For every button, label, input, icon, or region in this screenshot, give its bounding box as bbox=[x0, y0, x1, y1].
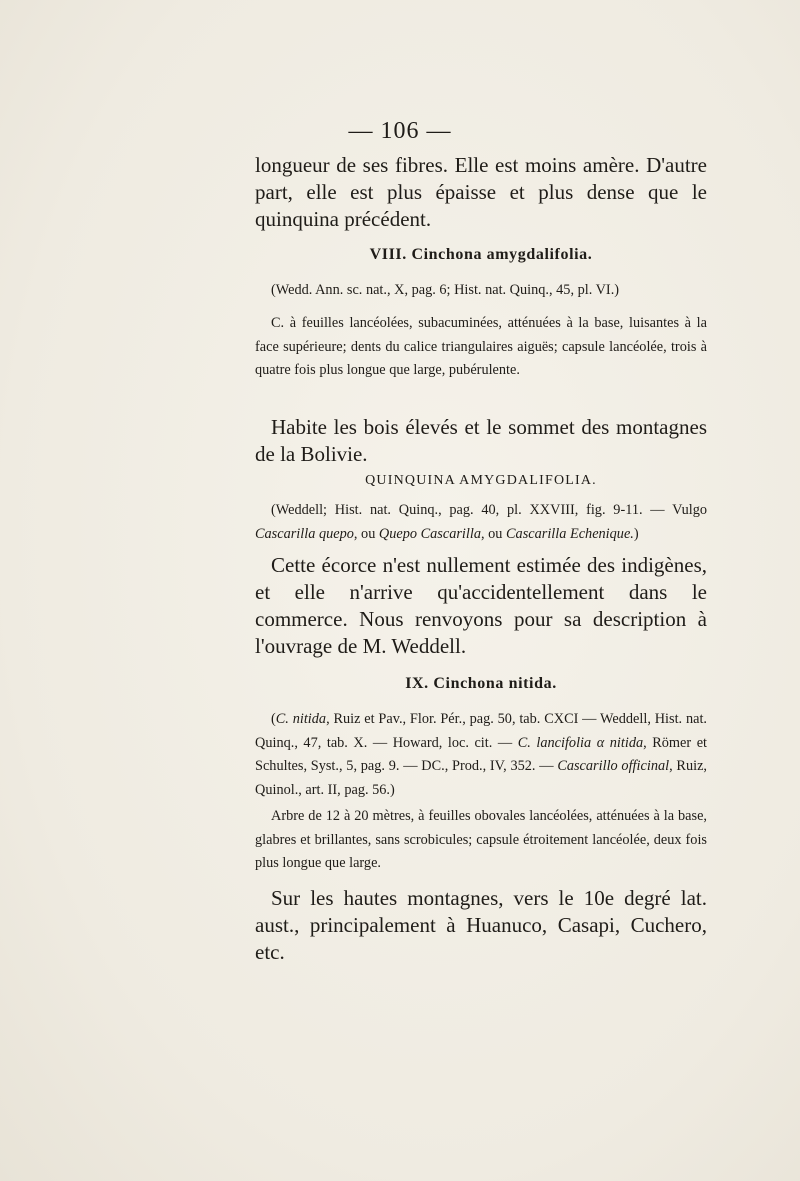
section-viii bbox=[255, 246, 707, 264]
quinquina-reference-part1: (Weddell; Hist. nat. Quinq., pag. 40, pl. XXVIII, fig. 9-11. — Vulgo bbox=[271, 502, 707, 518]
section-ix-habitat: Sur les hautes montagnes, vers le 10e degré lat. aust., principalement à Huanuco, Casapi, Cuchero, etc. bbox=[255, 886, 707, 964]
section-viii-habitat-block bbox=[255, 414, 707, 468]
ref-name-2: C. lancifolia α nitida bbox=[517, 734, 644, 751]
vulgo-name-2: Quepo Cascarilla bbox=[378, 525, 481, 542]
section-viii-habitat: Habite les bois élevés et le sommet des montagnes de la Bolivie. bbox=[255, 415, 707, 466]
section-viii-reference-block bbox=[255, 279, 707, 303]
quinquina-heading-block bbox=[255, 473, 707, 489]
ref-part-3: , Ruiz, Quinol., art. II, pag. 56.) bbox=[255, 758, 707, 798]
section-ix-description-block bbox=[255, 805, 707, 876]
section-ix-description: Arbre de 12 à 20 mètres, à feuilles obovales lancéolées, atténuées à la base, glabres et brillantes, sans scrobicules; capsule étroitement lancéolée, deux fois plus longue que large. bbox=[255, 808, 707, 871]
quinquina-reference bbox=[255, 499, 707, 546]
section-ix-reference-block bbox=[255, 708, 707, 802]
vulgo-sep-2: , ou bbox=[480, 525, 507, 542]
section-viii-reference: (Wedd. Ann. sc. nat., X, pag. 6; Hist. nat. Quinq., 45, pl. VI.) bbox=[271, 282, 620, 298]
quinquina-text-block bbox=[255, 552, 707, 660]
quinquina-reference-block bbox=[255, 499, 707, 546]
quinquina-reference-end: ) bbox=[633, 525, 639, 542]
section-ix bbox=[255, 675, 707, 693]
quinquina-heading: QUINQUINA AMYGDALIFOLIA. bbox=[365, 473, 597, 488]
vulgo-name-1: Cascarilla quepo bbox=[255, 525, 354, 542]
ref-part-1: , Ruiz et Pav., Flor. Pér., pag. 50, tab. CXCI — Weddell, Hist. nat. Quinq., 47, tab. X. — Howard, loc. cit. — bbox=[255, 711, 707, 751]
vulgo-name-3: Cascarilla Echenique. bbox=[506, 525, 634, 542]
vulgo-sep-1: , ou bbox=[353, 525, 379, 542]
ref-name-3: Cascarillo officinal bbox=[557, 758, 670, 774]
ref-name-1: C. nitida bbox=[275, 711, 327, 727]
section-viii-heading: VIII. Cinchona amygdalifolia. bbox=[369, 246, 593, 263]
section-viii-description-block bbox=[255, 312, 707, 383]
section-ix-heading: IX. Cinchona nitida. bbox=[405, 675, 557, 692]
intro-paragraph bbox=[255, 152, 707, 233]
intro-text: longueur de ses fibres. Elle est moins amère. D'autre part, elle est plus épaisse et plus dense que le quinquina précédent. bbox=[255, 153, 707, 231]
ref-part-2: , Römer et Schultes, Syst., 5, pag. 9. — DC., Prod., IV, 352. — bbox=[255, 734, 708, 774]
section-viii-description: C. à feuilles lancéolées, subacuminées, atténuées à la base, luisantes à la face supérieure; dents du calice triangulaires aiguës; capsule lancéolée, trois à quatre fois plus longue que large, pubérulente. bbox=[255, 315, 707, 378]
section-ix-reference bbox=[255, 708, 707, 802]
quinquina-text: Cette écorce n'est nullement estimée des indigènes, et elle n'arrive qu'accidentellement dans le commerce. Nous renvoyons pour sa description à l'ouvrage de M. Weddell. bbox=[255, 553, 707, 658]
page-number: — 106 — bbox=[348, 118, 452, 144]
ref-open: ( bbox=[271, 711, 276, 727]
section-ix-habitat-block bbox=[255, 885, 707, 966]
